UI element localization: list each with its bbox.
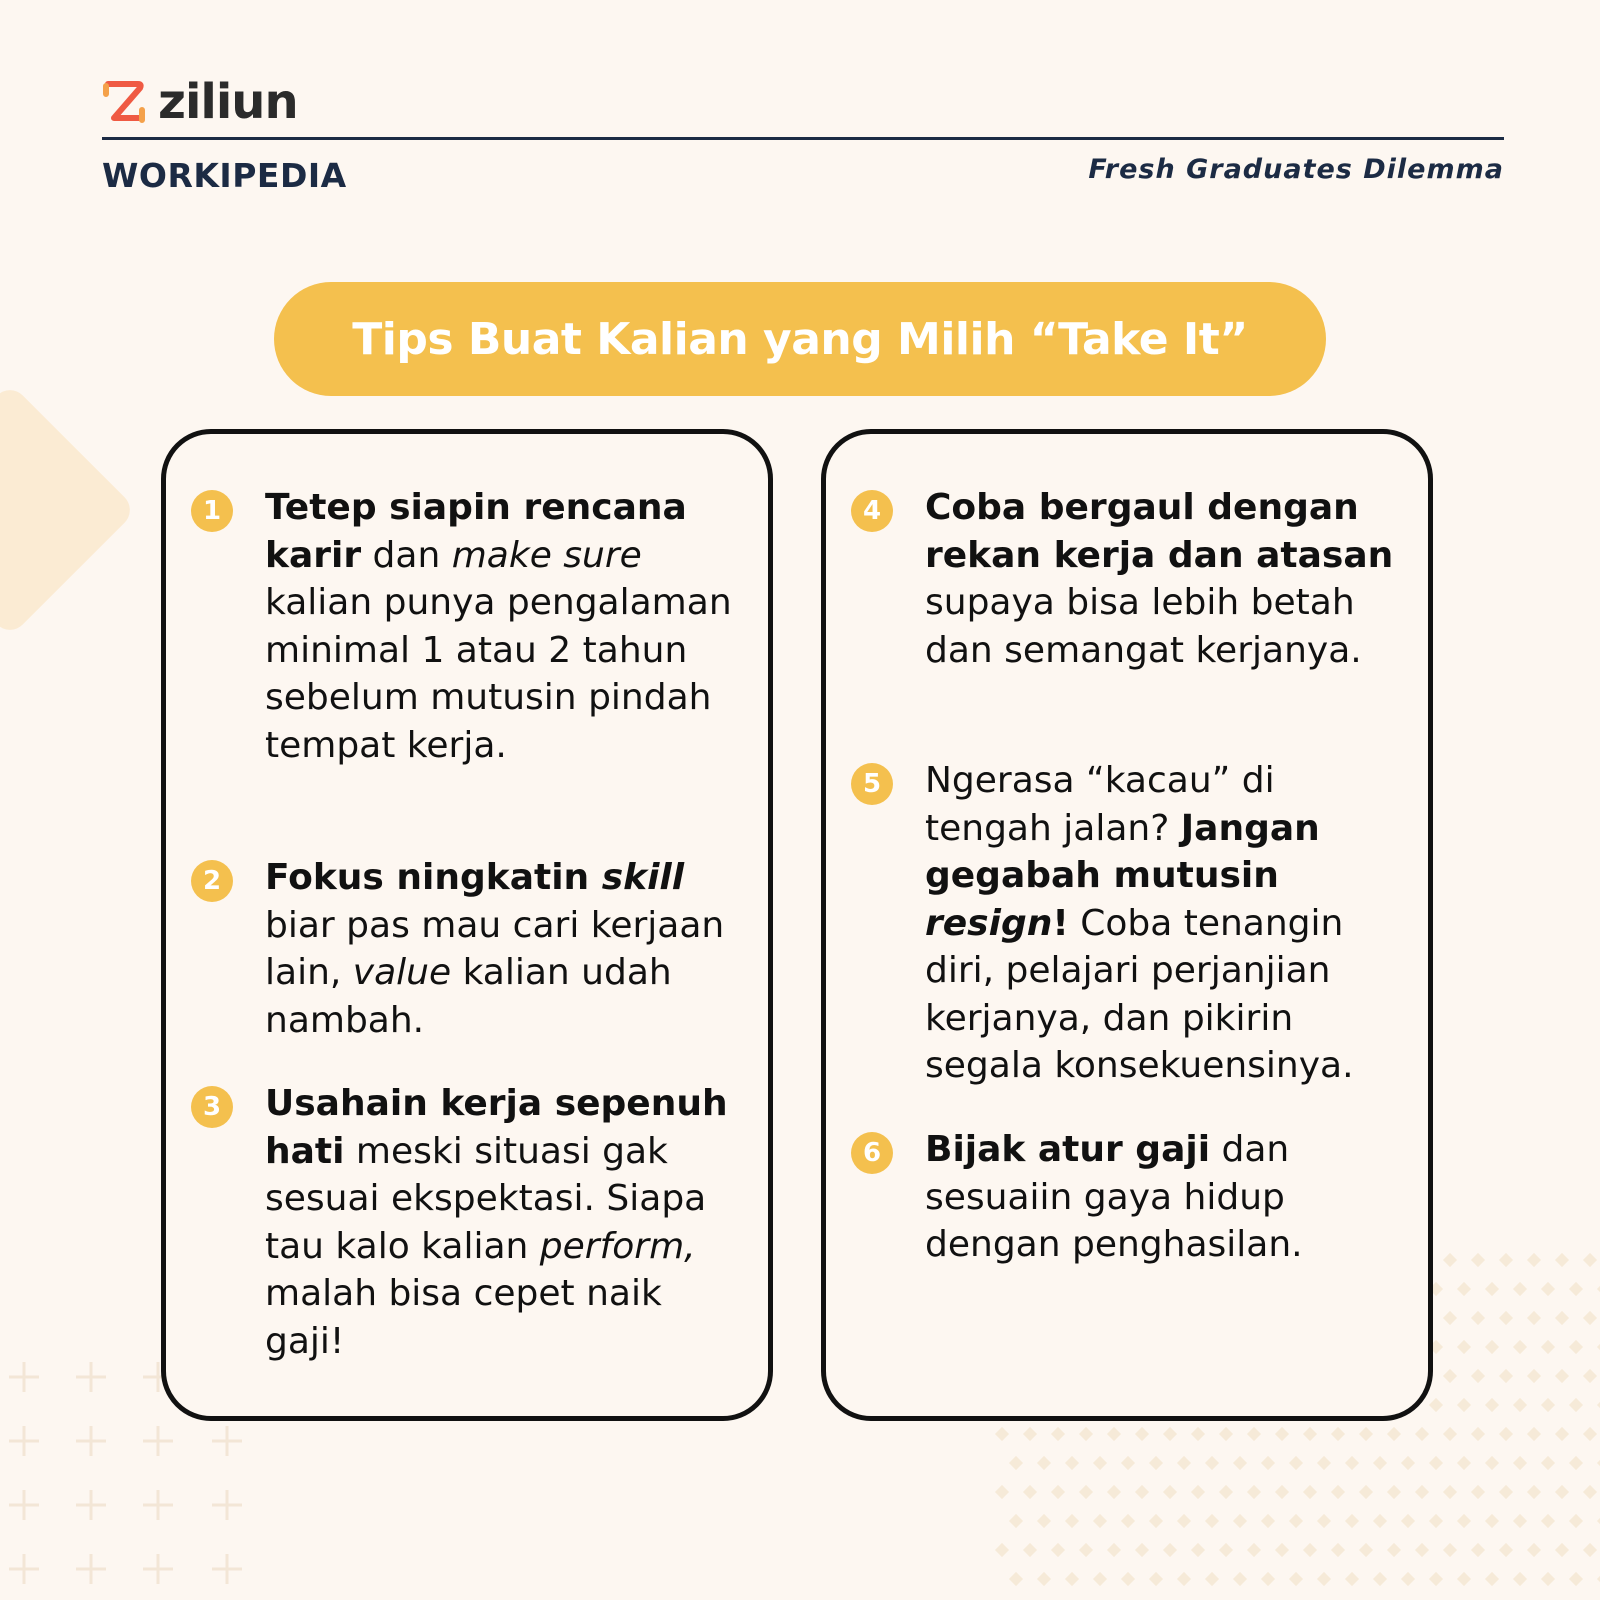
decorative-dot	[1583, 1543, 1597, 1557]
tip-text-segment: Jangan gegabah mutusin	[925, 807, 1320, 896]
tip-number-badge: 4	[851, 490, 893, 532]
decorative-dot	[1541, 1572, 1555, 1586]
decorative-dot	[1373, 1514, 1387, 1528]
brand-subtitle: WORKIPEDIA	[102, 156, 347, 195]
decorative-dot	[1065, 1456, 1079, 1470]
decorative-dot	[1303, 1543, 1317, 1557]
decorative-dot	[1177, 1572, 1191, 1586]
decorative-dot	[1513, 1456, 1527, 1470]
decorative-dot	[1555, 1253, 1569, 1267]
decorative-dot	[1205, 1572, 1219, 1586]
decorative-dot	[995, 1485, 1009, 1499]
decorative-dot	[1527, 1369, 1541, 1383]
decorative-dot	[1079, 1427, 1093, 1441]
decorative-dot	[1331, 1485, 1345, 1499]
decorative-dot	[1485, 1282, 1499, 1296]
decorative-dot	[1023, 1543, 1037, 1557]
decorative-dot	[1527, 1543, 1541, 1557]
decorative-dot	[1219, 1485, 1233, 1499]
decorative-dot	[1009, 1456, 1023, 1470]
decorative-dot	[1401, 1456, 1415, 1470]
decorative-dot	[1037, 1456, 1051, 1470]
decorative-dot	[1275, 1427, 1289, 1441]
decorative-dot	[995, 1427, 1009, 1441]
tip-text-segment: Bijak atur gaji	[925, 1129, 1211, 1170]
decorative-dot	[1401, 1572, 1415, 1586]
decorative-dot	[1275, 1543, 1289, 1557]
decorative-dot	[1373, 1456, 1387, 1470]
page-title: Tips Buat Kalian yang Milih “Take It”	[352, 313, 1248, 365]
decorative-dot	[1485, 1456, 1499, 1470]
decorative-dot	[1191, 1543, 1205, 1557]
decorative-dot	[1485, 1514, 1499, 1528]
decorative-dot	[1191, 1427, 1205, 1441]
decorative-dot	[1583, 1369, 1597, 1383]
decorative-dot	[1233, 1514, 1247, 1528]
decorative-dot	[1513, 1398, 1527, 1412]
decorative-dot	[1555, 1543, 1569, 1557]
decorative-dot	[1443, 1369, 1457, 1383]
tip-text-segment: Ngerasa “kacau” di tengah jalan?	[925, 760, 1275, 849]
decorative-dot	[1317, 1456, 1331, 1470]
decorative-dot	[1345, 1572, 1359, 1586]
decorative-dot	[1247, 1485, 1261, 1499]
tip-text-segment: malah bisa cepet naik gaji!	[265, 1273, 662, 1362]
ziliun-z-logo-icon	[98, 76, 150, 128]
decorative-dot	[1569, 1514, 1583, 1528]
decorative-dot	[995, 1543, 1009, 1557]
decorative-dot	[1569, 1398, 1583, 1412]
tip-text-segment: Usahain kerja sepenuh hati	[265, 1083, 728, 1172]
decorative-dot	[1485, 1340, 1499, 1354]
decorative-dot	[1289, 1514, 1303, 1528]
decorative-dot	[1093, 1456, 1107, 1470]
decorative-dot	[1177, 1514, 1191, 1528]
decorative-dot	[1009, 1514, 1023, 1528]
decorative-dot	[1499, 1253, 1513, 1267]
decorative-dot	[1135, 1485, 1149, 1499]
decorative-dot	[1429, 1456, 1443, 1470]
decorative-dot	[1527, 1427, 1541, 1441]
decorative-dot	[1513, 1572, 1527, 1586]
tip-text-segment: value	[352, 952, 452, 993]
decorative-dot	[1177, 1456, 1191, 1470]
decorative-dot	[1331, 1427, 1345, 1441]
decorative-dot	[1079, 1543, 1093, 1557]
decorative-dot	[1457, 1282, 1471, 1296]
decorative-dot	[1149, 1572, 1163, 1586]
tips-card-left	[161, 429, 773, 1421]
decorative-dot	[1359, 1485, 1373, 1499]
decorative-dot	[1401, 1514, 1415, 1528]
decorative-dot	[1387, 1543, 1401, 1557]
decorative-dot	[1541, 1398, 1555, 1412]
tip-text-segment: perform,	[539, 1225, 696, 1267]
decorative-dot	[1359, 1427, 1373, 1441]
decorative-dot	[1331, 1543, 1345, 1557]
decorative-dot	[1513, 1514, 1527, 1528]
decorative-dot	[1499, 1485, 1513, 1499]
decorative-dot	[1541, 1340, 1555, 1354]
decorative-dot	[1289, 1456, 1303, 1470]
decorative-dot	[1303, 1427, 1317, 1441]
decorative-dot	[1499, 1427, 1513, 1441]
decorative-dot	[1555, 1427, 1569, 1441]
decorative-dot	[1457, 1340, 1471, 1354]
decorative-dot	[1107, 1543, 1121, 1557]
decorative-dot	[1569, 1282, 1583, 1296]
decorative-dot	[1541, 1456, 1555, 1470]
decorative-dot	[1023, 1427, 1037, 1441]
tip-text-segment: make sure	[451, 534, 642, 576]
tip-text-segment: Coba tenangin diri, pelajari perjanjian kerjanya, dan pikirin segala konsekuensinya.	[925, 902, 1354, 1086]
decorative-dot	[1037, 1572, 1051, 1586]
decorative-dot	[1443, 1311, 1457, 1325]
decorative-dot	[1135, 1543, 1149, 1557]
decorative-dot	[1471, 1427, 1485, 1441]
decorative-dot	[1443, 1253, 1457, 1267]
decorative-dot	[1261, 1514, 1275, 1528]
decorative-dot	[1457, 1572, 1471, 1586]
decorative-dot	[1471, 1543, 1485, 1557]
decorative-dot	[1485, 1572, 1499, 1586]
tip-text-segment: dan	[361, 534, 452, 576]
decorative-dot	[1415, 1543, 1429, 1557]
decorative-dot	[1443, 1485, 1457, 1499]
tip-number-badge: 3	[191, 1086, 233, 1128]
decorative-dot	[1499, 1311, 1513, 1325]
decorative-dot	[1527, 1311, 1541, 1325]
decorative-dot	[1107, 1485, 1121, 1499]
tip-text	[925, 1126, 1405, 1269]
decorative-dot	[1093, 1514, 1107, 1528]
series-title: Fresh Graduates Dilemma	[1088, 154, 1504, 185]
decorative-dot	[1415, 1485, 1429, 1499]
tip-text	[265, 1080, 745, 1365]
decorative-dot	[1023, 1485, 1037, 1499]
decorative-dot	[1317, 1514, 1331, 1528]
decorative-dot	[1107, 1427, 1121, 1441]
decorative-dot	[1471, 1253, 1485, 1267]
title-banner	[274, 282, 1326, 396]
decorative-dot	[1569, 1572, 1583, 1586]
decorative-dot	[1471, 1485, 1485, 1499]
decorative-dot	[1583, 1311, 1597, 1325]
decorative-dot	[1163, 1427, 1177, 1441]
header-divider	[102, 137, 1504, 140]
tip-text	[265, 854, 745, 1044]
decorative-dot	[1261, 1572, 1275, 1586]
decorative-dot	[1471, 1369, 1485, 1383]
decorative-dot	[1261, 1456, 1275, 1470]
decorative-dot	[1513, 1340, 1527, 1354]
decorative-dot	[1135, 1427, 1149, 1441]
tip-number-badge: 5	[851, 763, 893, 805]
decorative-dot	[1555, 1311, 1569, 1325]
decorative-dot	[1583, 1427, 1597, 1441]
decorative-dot	[1583, 1485, 1597, 1499]
decorative-dot	[1569, 1456, 1583, 1470]
decorative-dot	[1051, 1427, 1065, 1441]
decorative-dot	[1499, 1369, 1513, 1383]
decorative-dot	[1163, 1485, 1177, 1499]
decorative-dot	[1233, 1456, 1247, 1470]
tip-text-segment: meski situasi gak sesuai ekspektasi. Siapa tau kalo kalian	[265, 1130, 707, 1267]
decorative-dot	[1527, 1253, 1541, 1267]
decorative-dot	[1541, 1282, 1555, 1296]
tip-text	[925, 757, 1405, 1090]
decorative-dot	[1205, 1514, 1219, 1528]
decorative-dot	[1541, 1514, 1555, 1528]
decorative-dot	[1373, 1572, 1387, 1586]
decorative-diamond-shape	[0, 383, 137, 638]
tip-text	[925, 484, 1405, 674]
tip-text-segment: biar pas mau cari kerjaan lain,	[265, 904, 725, 993]
decorative-dot	[1443, 1543, 1457, 1557]
decorative-dot	[1345, 1456, 1359, 1470]
tips-card-right	[821, 429, 1433, 1421]
brand-name: ziliun	[158, 74, 298, 130]
tip-text-segment: resign	[925, 902, 1053, 944]
decorative-dot	[1289, 1572, 1303, 1586]
tip-text-segment: Fokus ningkatin	[265, 857, 602, 898]
decorative-dot	[1555, 1369, 1569, 1383]
decorative-dot	[1317, 1572, 1331, 1586]
decorative-dot	[1345, 1514, 1359, 1528]
decorative-dot	[1555, 1485, 1569, 1499]
decorative-dot	[1247, 1427, 1261, 1441]
decorative-dot	[1275, 1485, 1289, 1499]
tip-text-segment: supaya bisa lebih betah dan semangat kerjanya.	[925, 582, 1362, 671]
decorative-dot	[1065, 1514, 1079, 1528]
decorative-dot	[1457, 1398, 1471, 1412]
decorative-dot	[1429, 1514, 1443, 1528]
brand-logo	[98, 76, 298, 128]
tip-text-segment: Coba bergaul dengan rekan kerja dan atasan	[925, 487, 1394, 576]
decorative-dot	[1457, 1514, 1471, 1528]
tip-text-segment: skill	[601, 857, 685, 898]
decorative-dot	[1191, 1485, 1205, 1499]
decorative-dot	[1429, 1572, 1443, 1586]
decorative-dot	[1149, 1456, 1163, 1470]
decorative-dot	[1499, 1543, 1513, 1557]
tip-text-segment: kalian punya pengalaman minimal 1 atau 2 tahun sebelum mutusin pindah tempat kerja.	[265, 582, 732, 766]
decorative-dot	[1415, 1427, 1429, 1441]
decorative-dot	[1219, 1427, 1233, 1441]
decorative-dot	[1219, 1543, 1233, 1557]
decorative-dot	[1093, 1572, 1107, 1586]
decorative-dot	[1121, 1456, 1135, 1470]
decorative-dot	[1051, 1543, 1065, 1557]
decorative-dot	[1149, 1514, 1163, 1528]
decorative-dot	[1121, 1514, 1135, 1528]
decorative-dot	[1457, 1456, 1471, 1470]
tip-number-badge: 6	[851, 1132, 893, 1174]
decorative-dot	[1443, 1427, 1457, 1441]
decorative-dot	[1065, 1572, 1079, 1586]
decorative-dot	[1527, 1485, 1541, 1499]
decorative-dot	[1303, 1485, 1317, 1499]
decorative-dot	[1009, 1572, 1023, 1586]
decorative-dot	[1583, 1253, 1597, 1267]
decorative-dot	[1569, 1340, 1583, 1354]
decorative-dot	[1079, 1485, 1093, 1499]
decorative-dot	[1247, 1543, 1261, 1557]
tip-text-segment: Tetep siapin rencana karir	[265, 487, 687, 576]
decorative-dot	[1205, 1456, 1219, 1470]
decorative-dot	[1429, 1398, 1443, 1412]
decorative-dot	[1387, 1427, 1401, 1441]
decorative-dot	[1051, 1485, 1065, 1499]
decorative-dot	[1121, 1572, 1135, 1586]
tip-text-segment: kalian udah nambah.	[265, 952, 672, 1041]
tip-text-segment: dan sesuaiin gaya hidup dengan penghasilan.	[925, 1129, 1303, 1265]
tip-text-segment: !	[1052, 902, 1069, 944]
decorative-dot	[1233, 1572, 1247, 1586]
decorative-dot	[1471, 1311, 1485, 1325]
decorative-dot	[1359, 1543, 1373, 1557]
decorative-dot	[1163, 1543, 1177, 1557]
decorative-dot	[1387, 1485, 1401, 1499]
decorative-dot	[1485, 1398, 1499, 1412]
decorative-dot	[1513, 1282, 1527, 1296]
tip-number-badge: 2	[191, 860, 233, 902]
decorative-dot	[1037, 1514, 1051, 1528]
tip-number-badge: 1	[191, 490, 233, 532]
tip-text	[265, 484, 745, 769]
